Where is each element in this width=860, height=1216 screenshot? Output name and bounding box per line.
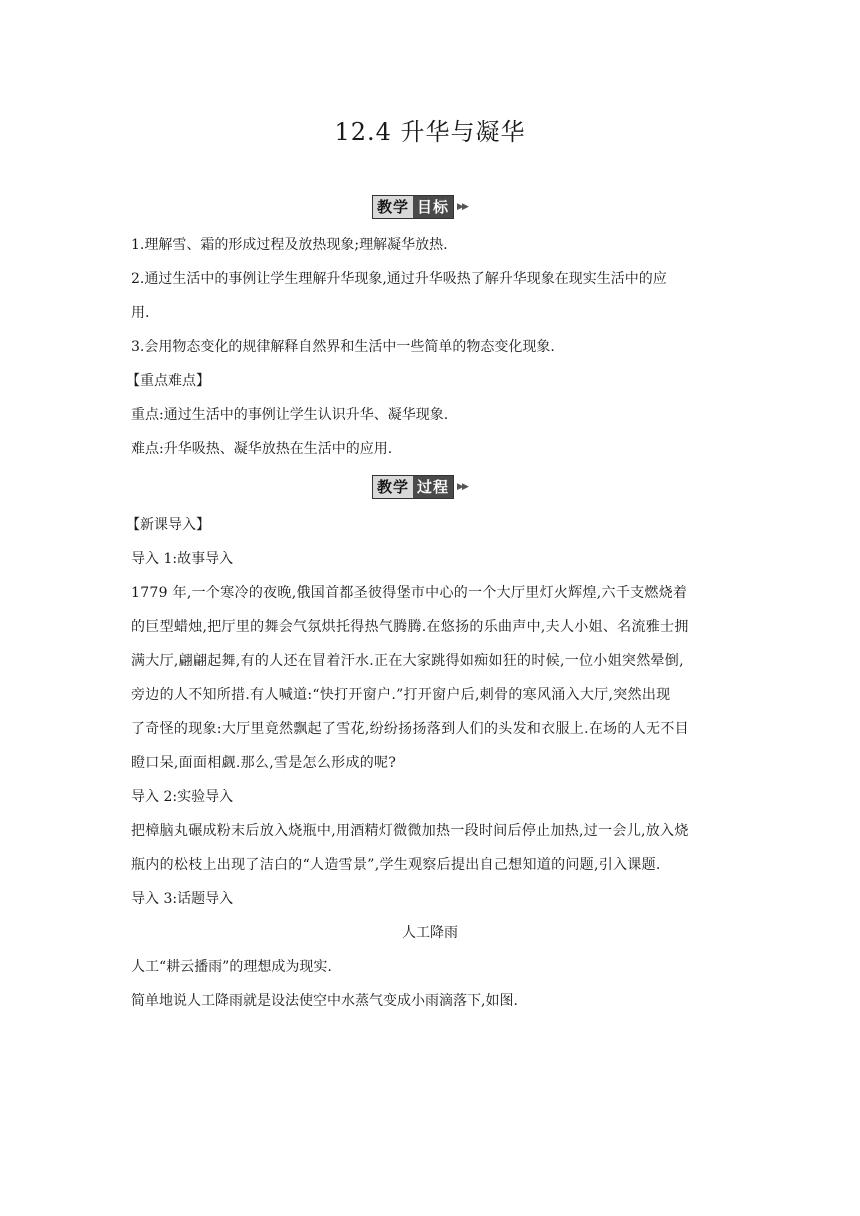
- banner-label-part-b: 过程: [413, 476, 453, 498]
- banner-label: [372, 195, 454, 219]
- teaching-process-banner: [372, 474, 467, 500]
- intro-3-title: 导入 3:话题导入: [131, 891, 234, 907]
- teaching-goals-banner: [372, 194, 467, 220]
- topic-title: 人工降雨: [402, 925, 458, 941]
- intro-2-line: 瓶内的松枝上出现了洁白的“人造雪景”,学生观察后提出自己想知道的问题,引入课题.: [131, 857, 661, 873]
- goal-line-2: 2.通过生活中的事例让学生理解升华现象,通过升华吸热了解升华现象在现实生活中的应: [131, 271, 667, 287]
- intro-2-line: 把樟脑丸碾成粉末后放入烧瓶中,用酒精灯微微加热一段时间后停止加热,过一会儿,放入烧: [131, 823, 689, 839]
- intro-1-line: 的巨型蜡烛,把厅里的舞会气氛烘托得热气腾腾.在悠扬的乐曲声中,夫人小姐、名流雅士拥: [131, 619, 689, 635]
- difficulty-text: 难点:升华吸热、凝华放热在生活中的应用.: [131, 441, 393, 457]
- intro-1-line: 旁边的人不知所措.有人喊道:“快打开窗户.”打开窗户后,刺骨的寒风涌入大厅,突然出现: [131, 687, 671, 703]
- intro-1-line: 1779 年,一个寒冷的夜晚,俄国首都圣彼得堡市中心的一个大厅里灯火辉煌,六千支燃烧着: [131, 585, 688, 601]
- intro-1-line: 瞪口呆,面面相觑.那么,雪是怎么形成的呢?: [131, 755, 397, 771]
- topic-line: 人工“耕云播雨”的理想成为现实.: [131, 959, 332, 975]
- goal-line-3: 用.: [131, 305, 150, 321]
- page-title: 12.4 升华与凝华: [334, 118, 526, 146]
- goal-line-4: 3.会用物态变化的规律解释自然界和生活中一些简单的物态变化现象.: [131, 339, 555, 355]
- double-arrow-icon: ▶▶: [457, 202, 467, 212]
- intro-1-title: 导入 1:故事导入: [131, 551, 234, 567]
- intro-1-line: 满大厅,翩翩起舞,有的人还在冒着汗水.正在大家跳得如痴如狂的时候,一位小姐突然晕倒,: [131, 653, 684, 669]
- double-arrow-icon: ▶▶: [457, 482, 467, 492]
- goal-line-1: 1.理解雪、霜的形成过程及放热现象;理解凝华放热.: [131, 237, 448, 253]
- intro-2-title: 导入 2:实验导入: [131, 789, 234, 805]
- banner-label-part-a: 教学: [373, 196, 413, 218]
- banner-label-part-b: 目标: [413, 196, 453, 218]
- key-points-heading: 【重点难点】: [126, 373, 210, 389]
- topic-line: 简单地说人工降雨就是设法使空中水蒸气变成小雨滴落下,如图.: [131, 993, 518, 1009]
- banner-label: [372, 475, 454, 499]
- new-lesson-intro-heading: 【新课导入】: [126, 517, 210, 533]
- banner-label-part-a: 教学: [373, 476, 413, 498]
- intro-1-line: 了奇怪的现象:大厅里竟然飘起了雪花,纷纷扬扬落到人们的头发和衣服上.在场的人无不目: [131, 721, 689, 737]
- focus-text: 重点:通过生活中的事例让学生认识升华、凝华现象.: [131, 407, 449, 423]
